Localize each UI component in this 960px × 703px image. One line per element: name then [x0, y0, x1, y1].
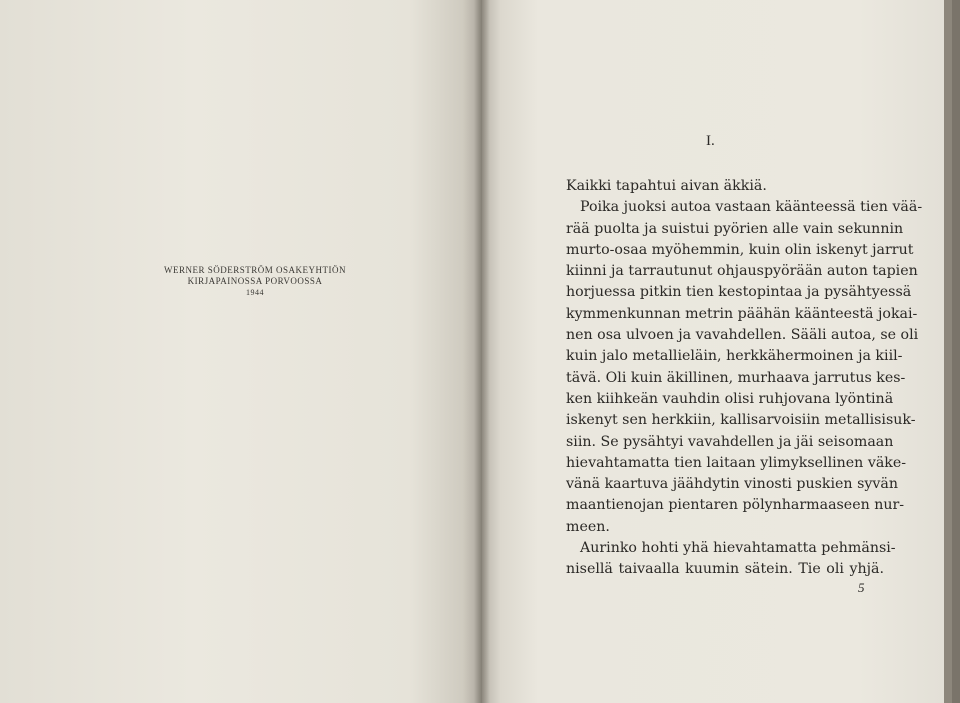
- text-line: iskenyt sen herkkiin, kallisarvoisiin metallisisuk-: [566, 412, 916, 429]
- chapter-number: I.: [706, 133, 715, 149]
- page-number: 5: [858, 580, 865, 595]
- imprint-line: KIRJAPAINOSSA PORVOOSSA: [187, 276, 323, 286]
- imprint-year: 1944: [246, 288, 264, 297]
- imprint-line: WERNER SÖDERSTRÖM OSAKEYHTIÖN: [163, 265, 346, 275]
- text-line: kymmenkunnan metrin päähän käänteestä jokai-: [566, 305, 918, 322]
- text-line: rää puolta ja suistui pyörien alle vain sekunnin: [566, 220, 904, 237]
- text-line: horjuessa pitkin tien kestopintaa ja pysähtyessä: [566, 284, 912, 301]
- chapter-body-text: [566, 176, 923, 581]
- page-edge-shadow: [944, 0, 952, 703]
- text-line: nen osa ulvoen ja vavahdellen. Sääli autoa, se oli: [566, 327, 919, 344]
- book-gutter: [474, 0, 490, 703]
- text-line: vänä kaartuva jäähdytin vinosti puskien syvän: [566, 476, 898, 493]
- text-line: murto-osaa myöhemmin, kuin olin iskenyt jarrut: [566, 241, 914, 258]
- text-line: Poika juoksi autoa vastaan käänteessä tien vää-: [580, 199, 923, 216]
- text-line: siin. Se pysähtyi vavahdellen ja jäi seisomaan: [566, 433, 894, 450]
- text-line: maantienojan pientaren pölynharmaaseen nur-: [566, 497, 905, 514]
- text-line: Aurinko hohti yhä hievahtamatta pehmänsi-: [580, 540, 896, 557]
- text-line: tävä. Oli kuin äkillinen, murhaava jarrutus kes-: [566, 369, 906, 386]
- text-line: kuin jalo metallieläin, herkkähermoinen ja kiil-: [566, 348, 903, 365]
- text-line: nisellä taivaalla kuumin sätein. Tie oli yhjä.: [566, 561, 884, 578]
- text-line: kiinni ja tarrautunut ohjauspyörään auton tapien: [566, 263, 918, 280]
- text-line: Kaikki tapahtui aivan äkkiä.: [566, 178, 767, 194]
- printer-imprint: [150, 265, 360, 298]
- text-line: hievahtamatta tien laitaan ylimyksellinen väke-: [566, 454, 907, 471]
- text-line: meen.: [566, 518, 610, 535]
- text-line: ken kiihkeän vauhdin olisi ruhjovana lyöntinä: [566, 390, 894, 407]
